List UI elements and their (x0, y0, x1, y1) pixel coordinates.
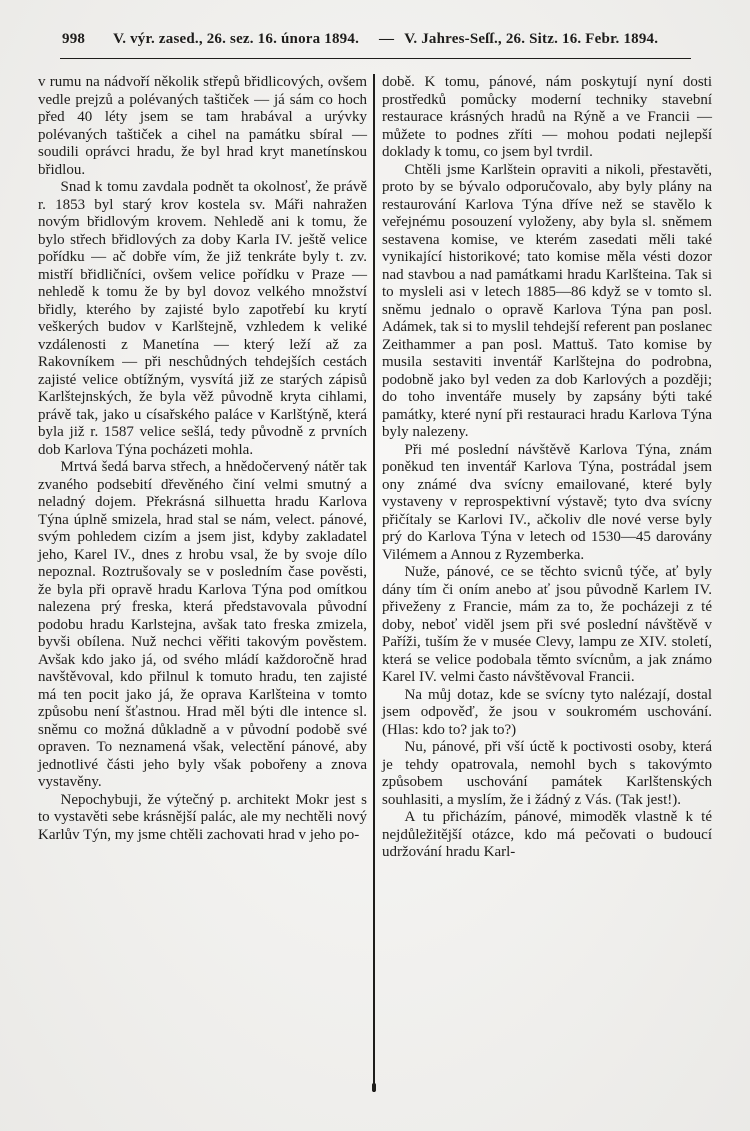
page-number: 998 (62, 31, 86, 47)
paragraph: Mrtvá šedá barva střech, a hnědočervený nátěr tak zvaného podsebití dřevěného činí velmi smutný a neladný dojem. Překrásná silhuetta hradu Karlova Týna úplně smizela, hrad stal se nám, velect. pánové, svým pohledem cizím a jsem jist, kdyby zakladatel jeho, Karel IV., dnes z hrobu vsal, že by svoje dílo nepoznal. Roztrušovaly se v posledním čase pověsti, že byla při opravě hradu Karlova Týna pod omítkou nalezena prý freska, která představovala původní podobu hradu Karlstejna, avšak tato freska zmizela, byvši obílena. Nuž nechci věřiti takovým pověstem. Avšak kdo jako já, od svého mládí každoročně hrad navštěvoval, kdo přilnul k tomuto hradu, ten zajisté má ten pocit jako já, že oprava Karlšteina v tomto způsobu není šťastnou. Hrad měl býti dle intence sl. sněmu co možná důkladně a v původní podobě své opraven. To neznamená však, velectění pánové, aby jednotlivé části jeho byly však pobořeny a znova vystavěny. (38, 459, 367, 790)
paragraph: Na můj dotaz, kde se svícny tyto nalézají, dostal jsem odpověď, že jsou v soukromém uschování. (Hlas: kdo to? jak to?) (382, 686, 712, 738)
paragraph: Nuže, pánové, ce se těchto svicnů týče, ať byly dány tím či oním anebo ať jsou původně Karlem IV. přiveženy z Francie, mám za to, že pocházeji z té doby, neboť viděl jsem při své poslední návštěvě v Paříži, tuším že v musée Clevy, lampu ze XIV. století, která se velice podobala těmto svícnům, a jak známo Karel IV. velmi často návštěvoval Francii. (382, 564, 712, 685)
session-title-german: V. Jahres-Seſſ., 26. Sitz. 16. Febr. 1894. (404, 31, 659, 47)
paragraph: Nepochybuji, že výtečný p. architekt Mokr jest s to vystavěti sebe krásnější palác, ale my nechtěli nový Karlův Týn, my jsme chtěli zachovati hrad v jeho po- (38, 791, 367, 843)
text-columns (38, 74, 712, 1092)
paragraph: Nu, pánové, při vší úctě k poctivosti osoby, která je tehdy opatrovala, nemohl bych s takovýmto způsobem uschování památek Karlštenských souhlasiti, a myslím, že i žádný z Vás. (Tak jest!). (382, 739, 712, 808)
left-column (38, 74, 373, 1092)
paragraph: Chtěli jsme Karlštein opraviti a nikoli, přestavěti, proto by se bývalo odporučovalo, aby byly plány na restaurování Karlova Týna dříve než se stavělo k veřejnému posouzení vyloženy, aby byla sl. sněmem sestavena komise, ve kterém zasedati měli také vynikající historikové; tato komise měla vésti dozor nad stavbou a nad památkami hradu Karlšteina. Tak si to mysleli asi v letech 1885—86 když se v tomto sl. sněmu jednalo o opravě Karlova Týna pan posl. Adámek, tak si to myslil tehdejší referent pan poslanec Zeithammer a pan posl. Mattuš. Tato komise by musila sestaviti inventář Karlštejna do podrobna, podobně jako byl veden za dob Karlových a později; do toho inventáře musely by zapsány býti také památky, které nyní při restauraci hradu Karlova Týna byly nalezeny. (382, 161, 712, 440)
page-header (62, 31, 692, 48)
header-separator: — (379, 31, 395, 47)
header-rule (60, 58, 691, 59)
paragraph: Snad k tomu zavdala podnět ta okolnosť, že právě r. 1853 byl starý krov kostela sv. Máři nahražen novým břidlovým krovem. Nehledě ani k tomu, že bylo střech břidlových za doby Karla IV. ještě velice pořídku — ač dobře vím, že již tenkráte byly t. zv. mistří břidličníci, ovšem velice pořídku v Praze — nehledě k tomu že by byl dovoz velkého množství břidly, kterého by zajisté bylo zapotřebí ku krytí veškerých budov v Karlštejně, vzhledem k veliké vzdálenosti z Manetína — který leží až za Rakovníkem — při neschůdných tehdejších cestách zajisté velice obtížným, vysvítá již ze starých zápisů Karlštejnských, že byla věž původně kryta cihlami, právě tak, jako u císařského paláce v Karlštýně, která byla již r. 1587 velice sešlá, tedy původně z prvních dob Karlova Týna pocházeti mohla. (38, 179, 367, 458)
session-title-czech: V. výr. zased., 26. sez. 16. února 1894. (113, 31, 360, 47)
column-divider (373, 74, 375, 1092)
paragraph: době. K tomu, pánové, nám poskytují nyní dosti prostředků pomůcky moderní techniky stavební restaurace krásných hradů na Rýně a ve Francii — můžete to podnes zříti — mohou podati nejlepší doklady k tomu, co jsem byl tvrdil. (382, 74, 712, 160)
paragraph: v rumu na nádvoří několik střepů břidlicových, ovšem vedle prejzů a polévaných taštiček — já sám co hoch před 40 léty jsem se tam hrabával a urývky polévaných taštiček a cihel na památku sbíral — soudili oprávci hradu, že byl hrad kryt manetínskou břidlou. (38, 74, 367, 178)
paragraph: Při mé poslední návštěvě Karlova Týna, znám poněkud ten inventář Karlova Týna, postrádal jsem ony známé dva svícny emailované, které byly vystaveny v reprospektivní výstavě; tyto dva svícny přičítaly se Karlovi IV., ačkoliv dle nové verse byly prý do Karlova Týna v letech od 1530—45 darovány Vilémem a Annou z Ryzemberka. (382, 441, 712, 563)
paragraph: A tu přicházím, pánové, mimoděk vlastně k té nejdůležitější otázce, kdo má pečovati o budoucí udržování hradu Karl- (382, 809, 712, 860)
right-column (375, 74, 712, 1092)
